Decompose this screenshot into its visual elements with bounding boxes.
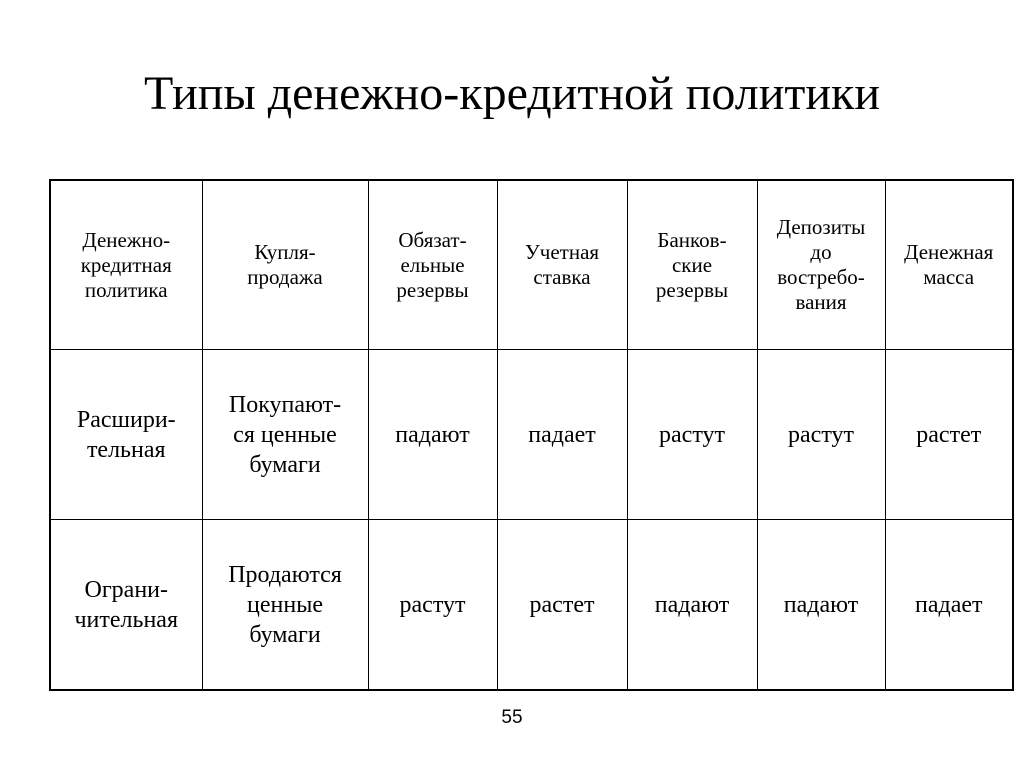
table-row: [50, 520, 1013, 691]
header-cell-policy: Денежно- кредитная политика: [50, 180, 202, 350]
table-cell: растут: [368, 520, 497, 691]
table-cell: падают: [368, 350, 497, 520]
table-cell: падает: [885, 520, 1013, 691]
header-cell-securities: Купля- продажа: [202, 180, 368, 350]
table-cell: Продаются ценные бумаги: [202, 520, 368, 691]
policy-table: [49, 179, 1014, 691]
page-number: 55: [501, 707, 523, 728]
table-cell: падают: [757, 520, 885, 691]
header-cell-money-supply: Денежная масса: [885, 180, 1013, 350]
table-cell: Покупают- ся ценные бумаги: [202, 350, 368, 520]
table-cell: Ограни- чительная: [50, 520, 202, 691]
table-header-row: [50, 180, 1013, 350]
table-cell: падают: [627, 520, 757, 691]
table-cell: Расшири- тельная: [50, 350, 202, 520]
header-cell-required-reserves: Обязат- ельные резервы: [368, 180, 497, 350]
table-cell: растут: [627, 350, 757, 520]
table-cell: растет: [497, 520, 627, 691]
slide-title: Типы денежно-кредитной политики: [143, 67, 881, 120]
table-cell: растут: [757, 350, 885, 520]
header-cell-discount-rate: Учетная ставка: [497, 180, 627, 350]
table-row: [50, 350, 1013, 520]
table-cell: падает: [497, 350, 627, 520]
table-cell: растет: [885, 350, 1013, 520]
header-cell-demand-deposits: Депозиты до востребо- вания: [757, 180, 885, 350]
header-cell-bank-reserves: Банков- ские резервы: [627, 180, 757, 350]
